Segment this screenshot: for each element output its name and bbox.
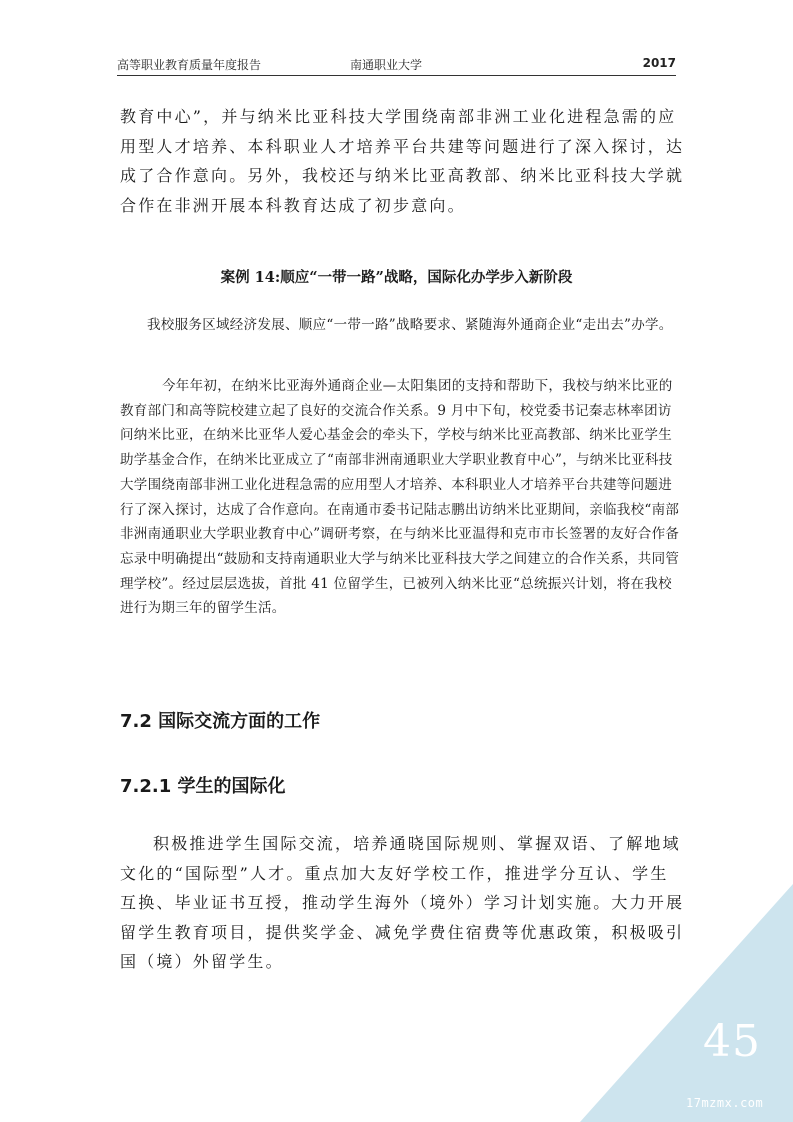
case-paragraph-2: 今年年初，在纳米比亚海外通商企业—太阳集团的支持和帮助下，我校与纳米比亚的教育部门和高等院校建立起了良好的交流合作关系。9 月中下旬，校党委书记秦志林率团访问纳米比亚，在纳米比亚华人爱心基金会的牵头下，学校与纳米比亚高教部、纳米比亚学生助学基金合作，在纳米比亚成立了“南部非洲南通职业大学职业教育中心”，与纳米比亚科技大学围绕南部非洲工业化进程急需的应用型人才培养、本科职业人才培养平台共建等问题进行了深入探讨，达成了合作意向。在南通市委书记陆志鹏出访纳米比亚期间，亲临我校“南部非洲南通职业大学职业教育中心”调研考察，在与纳米比亚温得和克市市长签署的友好合作备忘录中明确提出“鼓励和支持南通职业大学与纳米比亚科技大学之间建立的合作关系，共同管理学校”。经过层层选拔，首批 41 位留学生，已被列入纳米比亚“总统振兴计划，将在我校进行为期三年的留学生活。 bbox=[120, 378, 680, 617]
header-report-title: 高等职业教育质量年度报告 bbox=[117, 58, 262, 72]
section-heading-7-2: 7.2 国际交流方面的工作 bbox=[120, 711, 321, 732]
section-heading-7-2-1: 7.2.1 学生的国际化 bbox=[120, 776, 286, 797]
body-paragraph-last: 积极推进学生国际交流，培养通晓国际规则、掌握双语、了解地域文化的“国际型”人才。重点加大友好学校工作，推进学分互认、学生互换、毕业证书互授，推动学生海外（境外）学习计划实施。大力开展留学生教育项目，提供奖学金、减免学费住宿费等优惠政策，积极吸引国（境）外留学生。 bbox=[120, 834, 685, 971]
watermark: 17mzmx.com bbox=[686, 1096, 764, 1110]
body-paragraph-1: 教育中心”，并与纳米比亚科技大学围绕南部非洲工业化进程急需的应用型人才培养、本科职业人才培养平台共建等问题进行了深入探讨，达成了合作意向。另外，我校还与纳米比亚高教部、纳米比亚科技大学就合作在非洲开展本科教育达成了初步意向。 bbox=[120, 107, 685, 215]
header-school-name: 南通职业大学 bbox=[350, 58, 423, 72]
page-header bbox=[117, 56, 676, 74]
case-title: 案例 14:顺应“一带一路”战略，国际化办学步入新阶段 bbox=[220, 269, 573, 286]
page-number: 45 bbox=[703, 1016, 761, 1067]
header-divider bbox=[117, 75, 676, 76]
header-year: 2017 bbox=[642, 56, 676, 70]
case-paragraph-1: 我校服务区域经济发展、顺应“一带一路”战略要求、紧随海外通商企业“走出去”办学。 bbox=[147, 317, 673, 333]
